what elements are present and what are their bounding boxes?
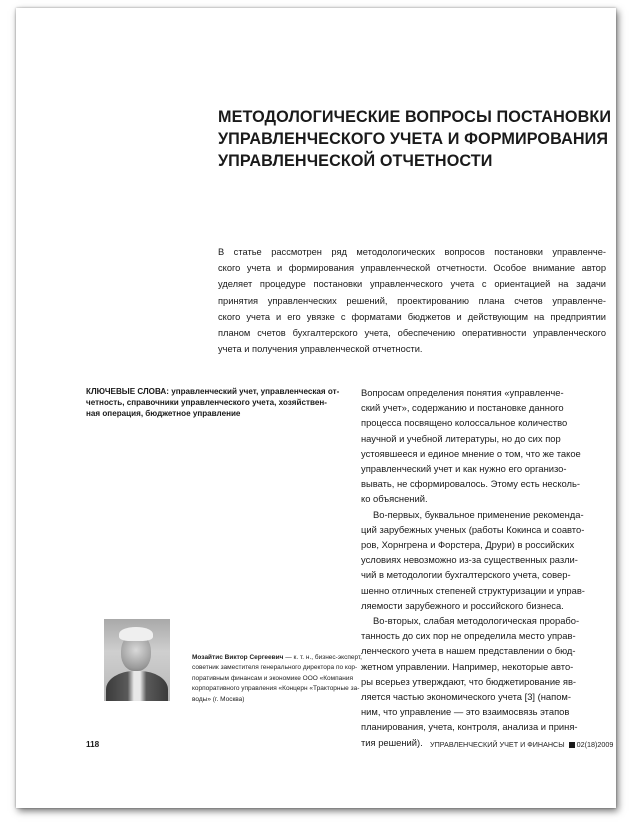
author-line: советник заместителя генерального директора по кор- [192,664,358,672]
author-line: воды» (г. Москва) [192,695,245,703]
page-number: 118 [86,740,100,749]
body-line: ляемости зарубежного и российского бизнеса. [361,599,564,611]
author-line-1 [192,653,362,663]
author-line: поративным финансам и экономике ООО «Компания [192,674,353,682]
abstract-line: ского учета и формирования управленческой отчетности. Особое внимание автор [218,263,606,274]
journal-issue: 02(18)2009 [576,740,614,749]
body-line: планирования, учета, контроля, анализа и приня- [361,721,578,733]
body-line: ним, что управление — это взаимосвязь этапов [361,706,570,718]
title-line: УПРАВЛЕНЧЕСКОЙ ОТЧЕТНОСТИ [218,152,493,170]
square-bullet-icon [569,742,575,748]
journal-name: УПРАВЛЕНЧЕСКИЙ УЧЕТ И ФИНАНСЫ [430,740,565,749]
article-body [361,385,599,750]
keywords-line: ная операция, бюджетное управление [86,408,241,418]
keywords-line: четность, справочники управленческого учета, хозяйствен- [86,397,327,407]
body-line: чий в методологии бухгалтерского учета, совер- [361,569,571,581]
author-line: корпоративного управления «Концерн «Тракторные за- [192,685,360,693]
abstract-line: планом счетов бухгалтерского учета, обеспечению оперативности управленческого [218,328,606,339]
abstract-line: ского учета и его увязке с форматами бюджетов и действующим на предприятии [218,311,606,322]
title-line: УПРАВЛЕНЧЕСКОГО УЧЕТА И ФОРМИРОВАНИЯ [218,130,609,148]
body-line: условиях невозможно из-за существенных разли- [361,554,578,566]
body-line: ко объяснений. [361,493,428,505]
author-line-tail: — к. т. н., бизнес-эксперт, [283,654,362,661]
keywords-line: КЛЮЧЕВЫЕ СЛОВА: управленческий учет, управленческая от- [86,387,340,396]
body-line: шенно отличных степеней структуризации и управ- [361,584,585,596]
body-line: устоявшееся и единое мнение о том, что же такое [361,447,581,459]
author-photo [104,619,170,701]
abstract-line: принятия управленческих решений, проектированию плана счетов управленче- [218,295,606,306]
body-line: Вопросам определения понятия «управленче- [361,387,564,398]
body-line: тия решений). [361,736,423,748]
article-abstract [218,244,606,357]
body-line: ров, Хорнгрена и Форстера, Друри) в российских [361,539,575,551]
abstract-line: учета и получения управленческой отчетности. [218,344,423,355]
body-line: жетном управлении. Например, некоторые авто- [361,660,574,672]
body-line: ляется частью экономического учета [3] (напом- [361,691,572,703]
abstract-line: уделяет процедуре постановки управленческого учета с ориентацией на задачи [218,279,606,290]
article-title [218,106,612,172]
body-line: управленческий учет и как нужно его организо- [361,463,567,475]
abstract-line: В статье рассмотрен ряд методологических вопросов постановки управленче- [218,247,606,257]
journal-footer [430,740,614,749]
author-name: Мозайтис Виктор Сергеевич [192,654,284,661]
body-line: вывать, не сформировалось. Этому есть несколь- [361,478,581,490]
body-line: танность до сих пор не определила место управ- [361,630,576,642]
body-line: ленческого учета в нашем представлении о бюд- [361,645,576,657]
body-line: Во-вторых, слабая методологическая прорабо- [373,615,580,627]
title-line: МЕТОДОЛОГИЧЕСКИЕ ВОПРОСЫ ПОСТАНОВКИ [218,108,612,126]
author-info [192,653,362,705]
author-photo-suit [106,671,168,701]
document-page [16,8,616,808]
author-photo-hair [119,627,153,641]
body-line: ры всерьез утверждают, что бюджетирование яв- [361,675,577,687]
body-line: ский учет», содержанию и постановке данного [361,402,564,414]
body-line: научной и учебной литературы, но до сих пор [361,432,561,444]
body-line: Во-первых, буквальное применение рекоменда- [373,508,584,520]
body-line: ций зарубежных ученых (работы Кокинса и соавто- [361,523,585,535]
body-line: процесса посвящено колоссальное количество [361,417,568,429]
keywords-block [86,387,341,419]
